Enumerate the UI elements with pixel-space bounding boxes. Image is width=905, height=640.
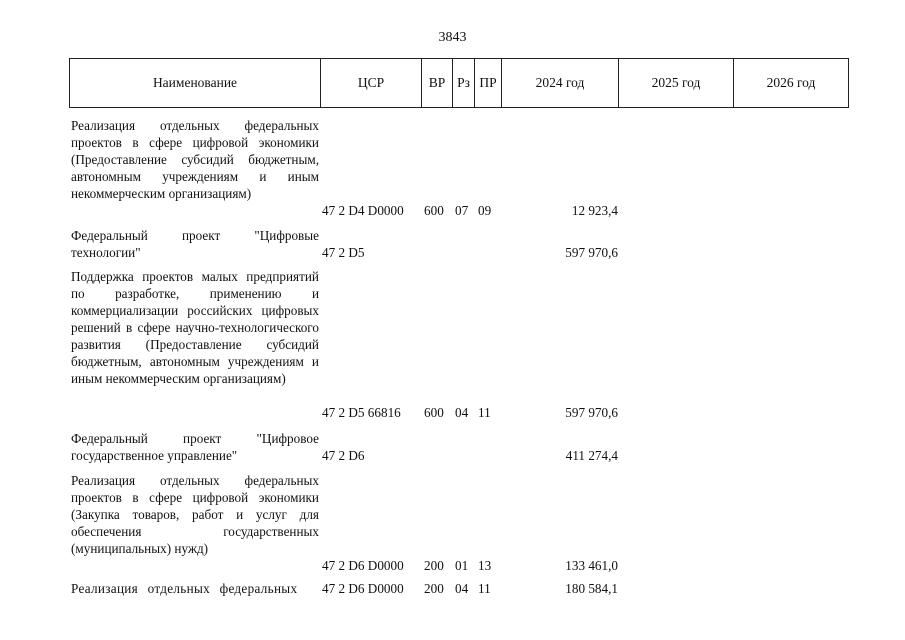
row-csr: 47 2 D6: [322, 448, 365, 463]
header-csr: ЦСР: [321, 59, 422, 107]
row-csr: 47 2 D5 66816: [322, 405, 401, 420]
row-pr: 13: [478, 558, 492, 573]
row-pr: 09: [478, 203, 492, 218]
header-vr: ВР: [422, 59, 453, 107]
row-csr: 47 2 D6 D0000: [322, 558, 404, 573]
header-pr: ПР: [475, 59, 502, 107]
row-pr: 11: [478, 581, 491, 596]
row-2024: 411 274,4: [565, 448, 618, 463]
row-vr: 600: [424, 405, 444, 420]
header-2026: 2026 год: [766, 75, 816, 90]
row-rz: 01: [455, 558, 469, 573]
row-2024: 597 970,6: [565, 405, 618, 420]
header-rz: Рз: [453, 59, 475, 107]
row-name: Реализация отдельных федеральных: [71, 581, 298, 596]
row-name: Федеральный проект "Цифровые технологии": [71, 228, 319, 260]
row-rz: 04: [455, 581, 469, 596]
row-csr: 47 2 D6 D0000: [322, 581, 404, 596]
row-name: Реализация отдельных федеральных проектов в сфере цифровой экономики (Предоставление субсидий бюджетным, автономным учреждениям и иным некоммерческим организациям): [71, 118, 319, 201]
row-name: Федеральный проект "Цифровое государственное управление": [71, 431, 319, 463]
header-name: Наименование: [70, 59, 321, 107]
header-2024: 2024 год: [502, 59, 619, 107]
row-vr: 200: [424, 581, 444, 596]
table-header: [69, 58, 849, 108]
row-csr: 47 2 D5: [322, 245, 365, 260]
row-pr: 11: [478, 405, 491, 420]
row-name: Реализация отдельных федеральных проектов в сфере цифровой экономики (Закупка товаров, работ и услуг для обеспечения государственных (муниципальных) нужд): [71, 473, 319, 556]
page-number: 3843: [438, 30, 467, 45]
row-2024: 180 584,1: [565, 581, 618, 596]
header-2025: 2025 год: [619, 59, 734, 107]
row-vr: 600: [424, 203, 444, 218]
row-vr: 200: [424, 558, 444, 573]
row-name: Поддержка проектов малых предприятий по разработке, применению и коммерциализации российских цифровых решений в сфере научно-технологического развития (Предоставление субсидий бюджетным, автономным учреждениям и иным некоммерческим организациям): [71, 269, 319, 386]
row-2024: 12 923,4: [571, 203, 618, 218]
row-rz: 07: [455, 203, 469, 218]
row-2024: 133 461,0: [565, 558, 618, 573]
row-rz: 04: [455, 405, 469, 420]
row-2024: 597 970,6: [565, 245, 618, 260]
row-csr: 47 2 D4 D0000: [322, 203, 404, 218]
